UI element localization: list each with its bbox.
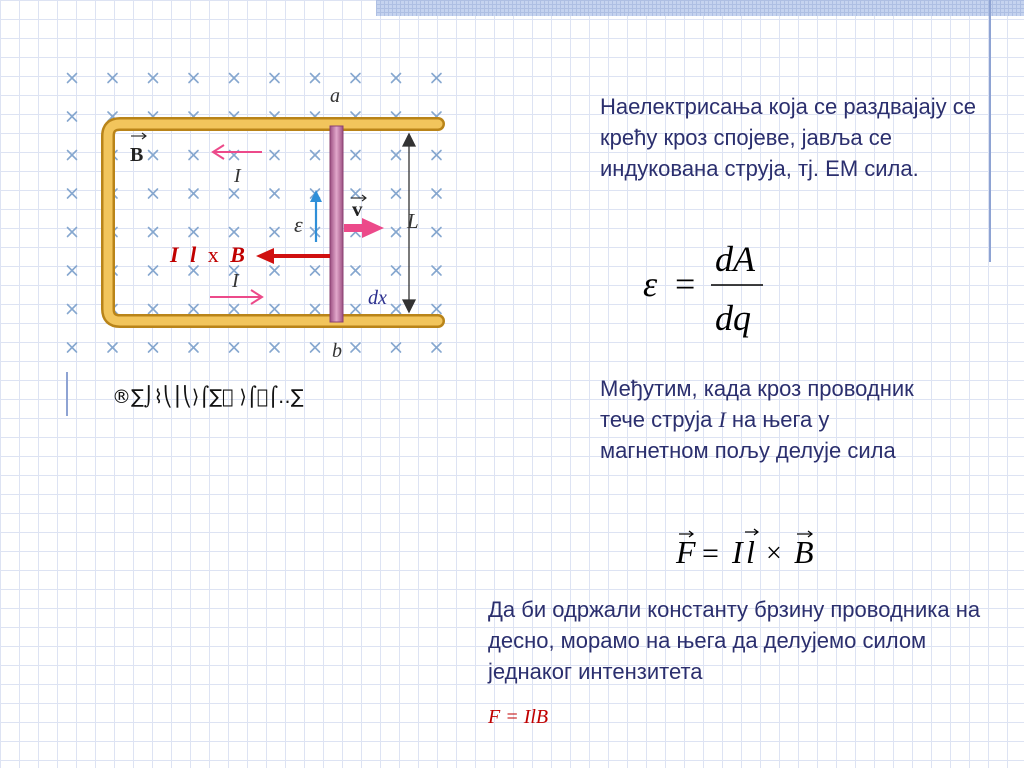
label-b: b [332, 340, 342, 362]
label-length: L [407, 209, 419, 233]
label-current-bottom: I [232, 270, 239, 292]
label-velocity: v [352, 197, 363, 221]
velocity-arrow [344, 218, 384, 238]
force-formula [672, 525, 832, 575]
label-emf: ε [294, 212, 303, 237]
current-arrow-bottom [210, 290, 262, 304]
label-current-top: I [234, 165, 241, 187]
force-B: B [794, 534, 814, 570]
force-text-before: Међутим, када кроз проводник тече струја [600, 376, 914, 432]
force-l: l [746, 534, 755, 570]
constant-speed-paragraph: Да би одржали константу брзину проводника на десно, морамо на њега да делујемо силом једнаког интензитета [488, 597, 981, 684]
force-text-after: на њега у магнетном пољу делује сила [600, 407, 896, 463]
emf-symbol: ε [643, 264, 658, 304]
force-equals: = [702, 537, 719, 570]
label-field-B: B [130, 144, 144, 166]
force-paragraph [600, 373, 940, 466]
force-label-I: I [170, 242, 179, 267]
rod-on-rails-figure [62, 60, 482, 370]
label-dx: dx [368, 287, 387, 309]
label-a: a [330, 85, 340, 107]
force-arrow [256, 248, 330, 264]
force-times: × [766, 538, 782, 569]
force-label-B: B [230, 242, 245, 267]
charges-paragraph: Наелектрисања која се раздвајају се крећу кроз спојеве, јавља се индукована струја, тј. ЕМ сила. [600, 94, 977, 181]
emf-numerator: dA [715, 239, 755, 279]
emf-formula [635, 235, 775, 345]
sliding-rod [330, 126, 343, 322]
emf-equals: = [675, 264, 696, 304]
red-force-formula: F = IlB [488, 706, 549, 728]
force-F: F [676, 534, 696, 570]
force-I: I [732, 534, 743, 570]
force-label-x: x [207, 242, 219, 267]
emf-denominator: dq [715, 298, 751, 338]
force-text-symbol: I [718, 407, 726, 432]
top-decorative-band [376, 0, 1024, 16]
decorative-vertical-line-left [66, 372, 68, 416]
force-label-l: l [190, 242, 197, 267]
current-arrow-top [213, 145, 262, 159]
decorative-vertical-line-right [989, 0, 991, 262]
force-label [169, 242, 245, 267]
magnetic-field-marks [68, 74, 442, 353]
garbled-symbol-text: ®∑⌡⌇⎝⎮⎝⟩⌠∑⃞ ⟩⌠⃞⌠‥∑ [112, 386, 304, 408]
